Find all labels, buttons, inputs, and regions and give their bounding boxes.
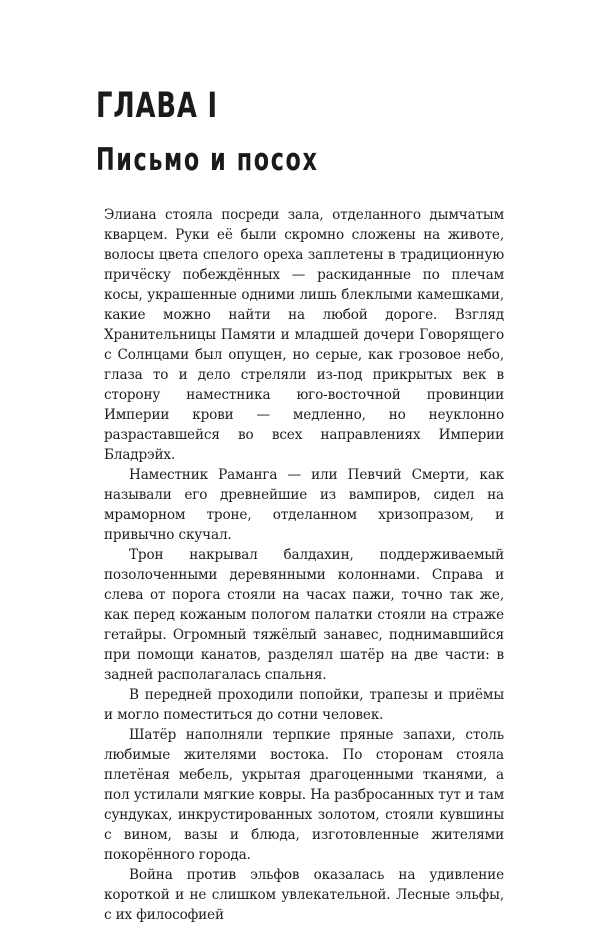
paragraph: Наместник Раманга — или Певчий Смерти, как называли его древнейшие из вампиров, сидел на мраморном троне, отделанном хризопразом, и привычно скучал. [104,467,504,543]
paragraph: Шатёр наполняли терпкие пряные запахи, столь любимые жителями востока. По сторонам стояла плетёная мебель, укрытая драгоценными тканями, а пол устилали мягкие ковры. На разбросанных тут и там сундуках, инкрустированных золотом, стояли кувшины с вином, вазы и блюда, изготовленные жителями покорённого города. [104,727,504,863]
chapter-title: Письмо и посох [96,142,319,178]
paragraph: Война против эльфов оказалась на удивление короткой и не слишком увлекательной. Лесные эльфы, с их философией [104,867,504,923]
chapter-heading [96,84,374,182]
chapter-body [104,205,504,925]
paragraph: Трон накрывал балдахин, поддерживаемый позолоченными деревянными колоннами. Справа и слева от порога стояли на часах пажи, точно так же, как перед кожаным пологом палатки стояли на страже гетайры. Огромный тяжёлый занавес, поднимавшийся при помощи канатов, разделял шатёр на две части: в задней располагалась спальня. [104,547,504,683]
paragraph: В передней проходили попойки, трапезы и приёмы и могло поместиться до сотни человек. [104,687,504,723]
chapter-number: ГЛАВА I [96,86,218,126]
paragraph: Элиана стояла посреди зала, отделанного дымчатым кварцем. Руки её были скромно сложены на животе, волосы цвета спелого ореха заплетены в традиционную причёску побеждённых — раскиданные по плечам косы, украшенные одними лишь блеклыми камешками, какие можно найти на любой дороге. Взгляд Хранительницы Памяти и младшей дочери Говорящего с Солнцами был опущен, но серые, как грозовое небо, глаза то и дело стреляли из-под прикрытых век в сторону наместника юго-восточной провинции Империи крови — медленно, но неуклонно разраставшейся во всех направлениях Империи Бладрэйх. [104,207,504,463]
